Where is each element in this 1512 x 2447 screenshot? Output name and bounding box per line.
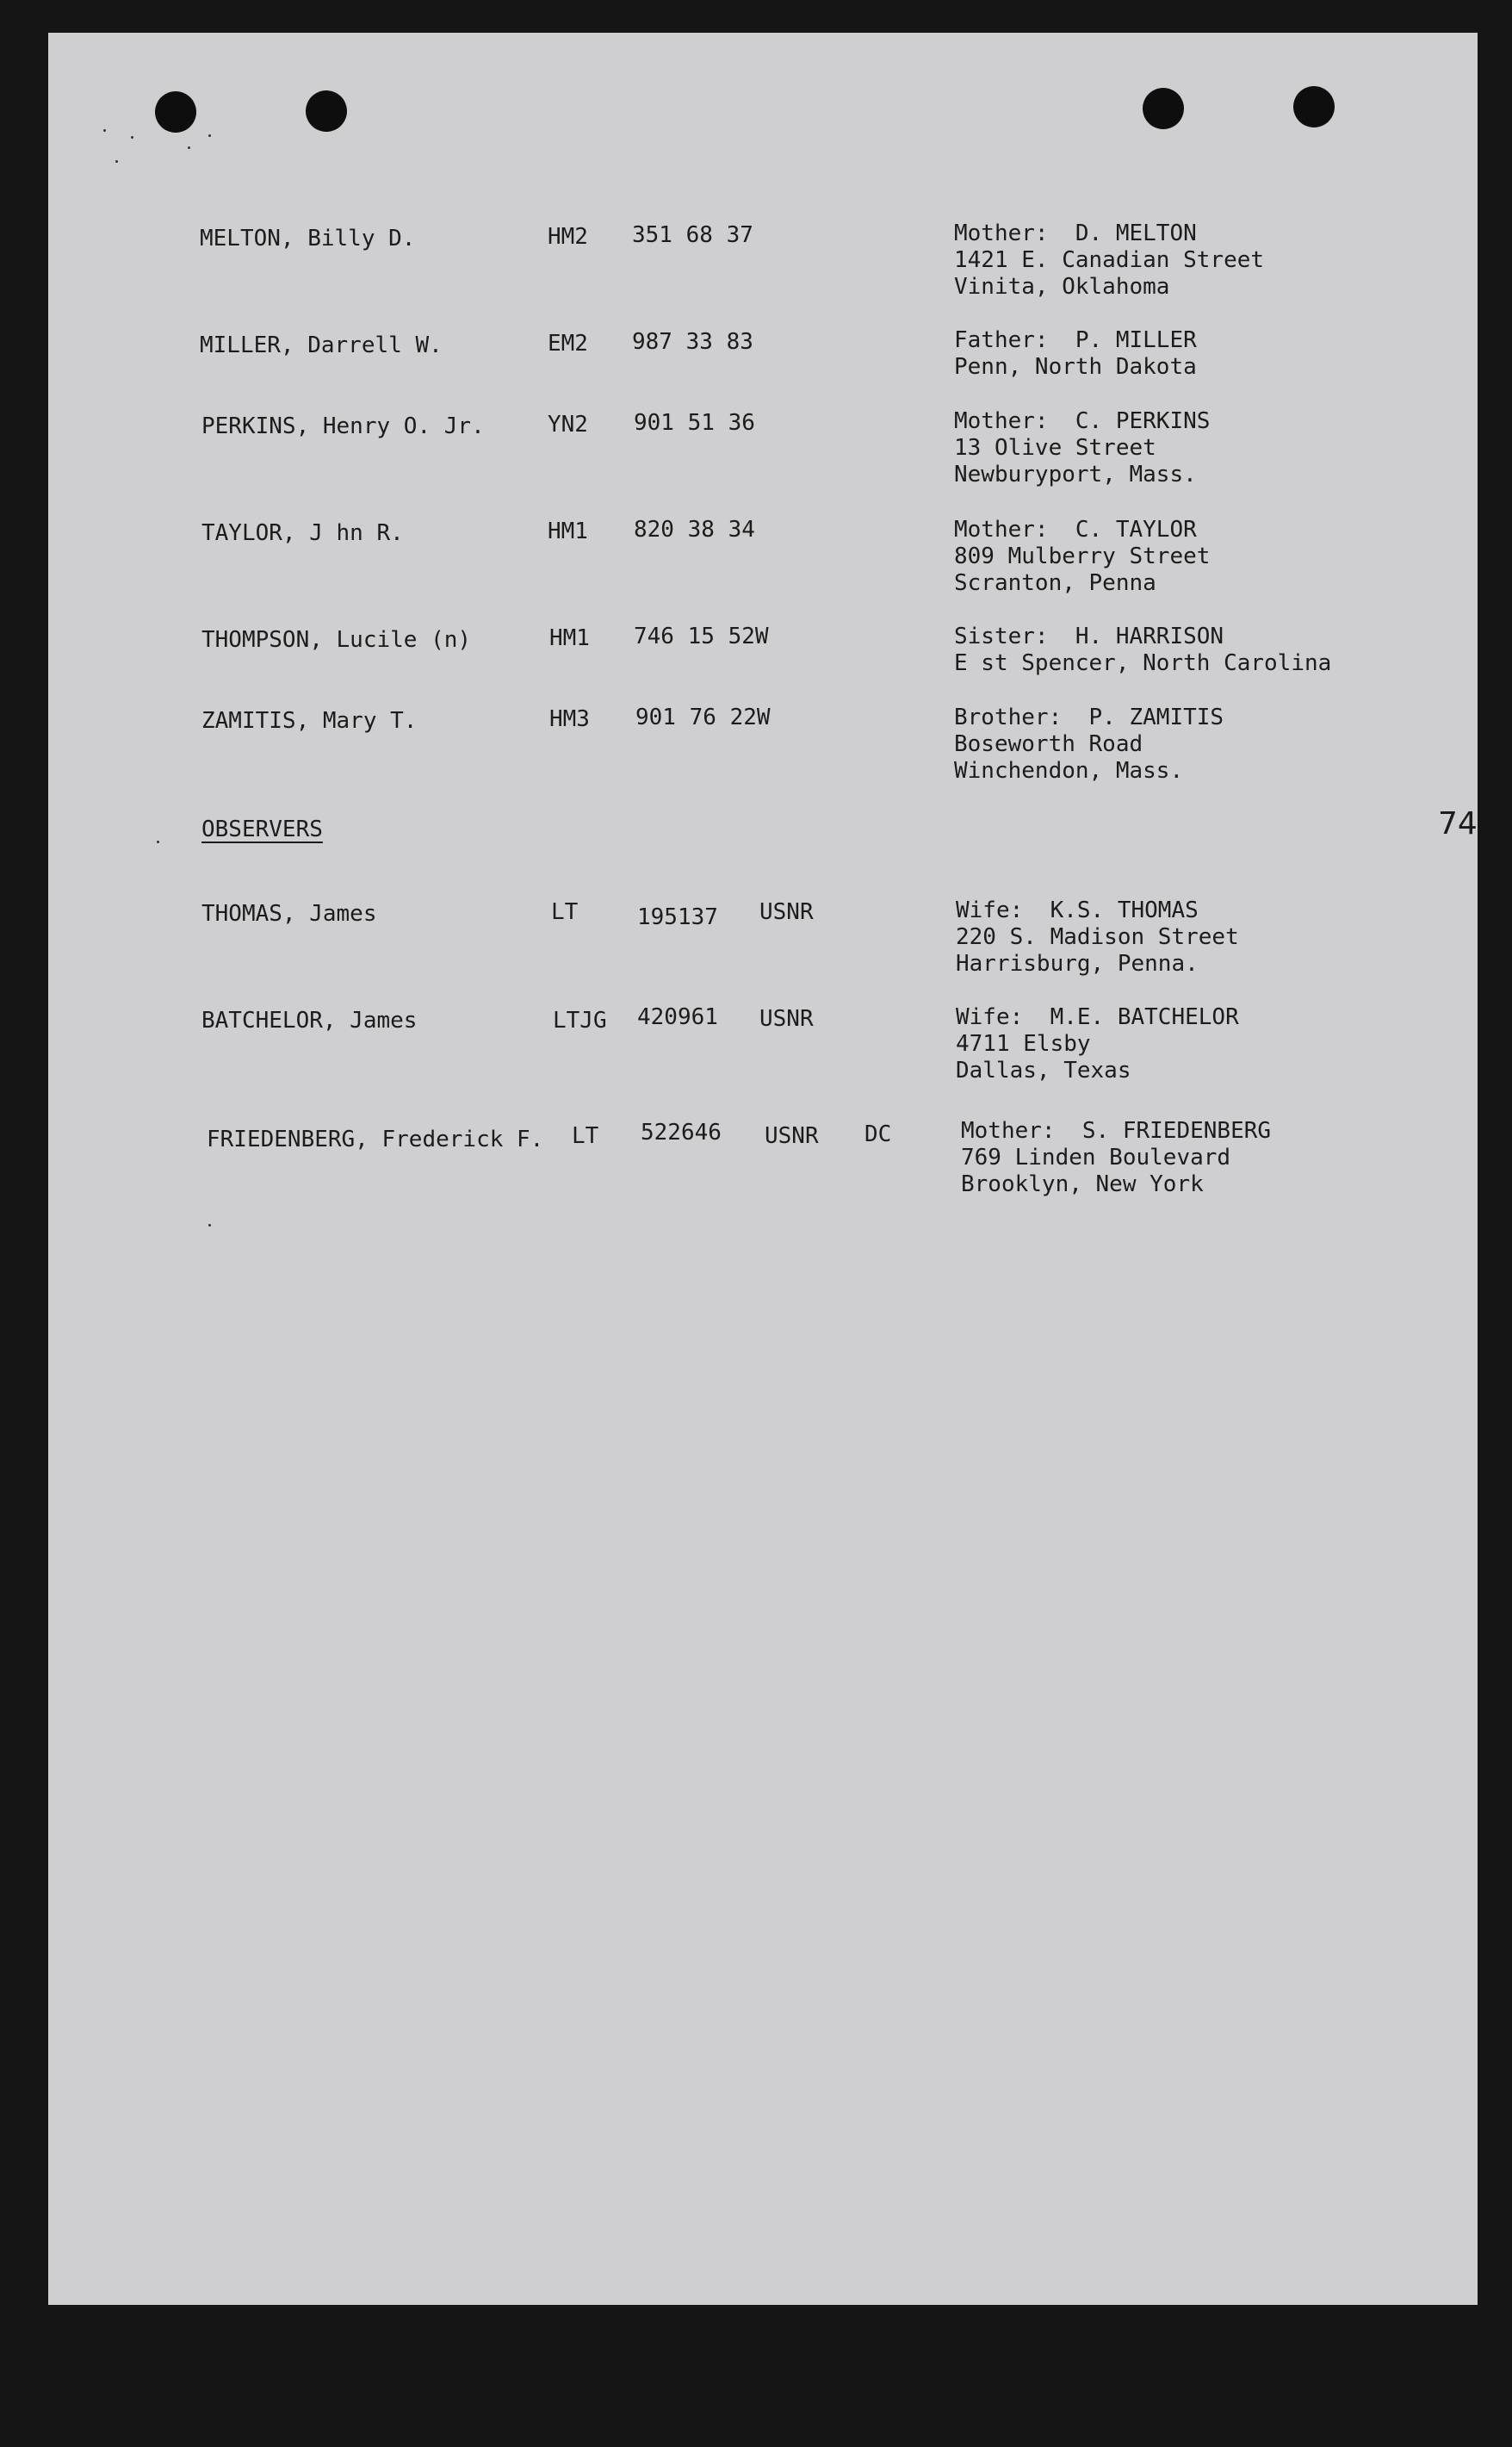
observer-name: THOMAS, James [201,901,377,927]
speck [188,146,190,149]
entry-rate: HM3 [549,706,590,732]
punch-hole-4 [1293,86,1335,127]
entry-name: MELTON, Billy D. [200,226,416,252]
observer-rate: LTJG [553,1008,607,1034]
observer-rate: LT [572,1123,599,1149]
entry-rate: YN2 [548,412,588,438]
speck [208,134,211,137]
observer-next-of-kin: Mother: S. FRIEDENBERG 769 Linden Boulevard Brooklyn, New York [961,1118,1272,1197]
entry-service-number: 901 76 22W [635,705,771,730]
observer-name: FRIEDENBERG, Frederick F. [207,1127,544,1152]
entry-service-number: 987 33 83 [632,329,753,355]
page-number: 74 [1438,806,1478,842]
punch-hole-2 [306,90,347,132]
observer-branch: USNR [765,1123,819,1149]
entry-next-of-kin: Sister: H. HARRISON E st Spencer, North Carolina [954,624,1332,676]
observer-branch: USNR [759,899,814,925]
punch-hole-1 [155,91,196,133]
entry-next-of-kin: Brother: P. ZAMITIS Boseworth Road Winchendon, Mass. [954,705,1224,784]
observer-branch: USNR [759,1006,814,1032]
speck [131,136,133,139]
punch-hole-3 [1143,88,1184,129]
entry-rate: HM1 [548,519,588,544]
speck [157,841,159,843]
entry-name: MILLER, Darrell W. [200,332,443,358]
observer-extra: DC [864,1121,892,1147]
entry-name: THOMPSON, Lucile (n) [201,627,472,653]
entry-rate: HM1 [549,625,590,651]
entry-service-number: 746 15 52W [634,624,769,649]
observer-next-of-kin: Wife: K.S. THOMAS 220 S. Madison Street Harrisburg, Penna. [956,897,1239,977]
entry-service-number: 901 51 36 [634,410,755,436]
entry-rate: EM2 [548,331,588,357]
document-page [48,33,1478,2305]
entry-next-of-kin: Mother: D. MELTON 1421 E. Canadian Street Vinita, Oklahoma [954,220,1265,300]
speck [115,160,118,163]
speck [208,1224,211,1227]
observer-service-number: 195137 [637,904,718,930]
entry-name: TAYLOR, J hn R. [201,520,404,546]
entry-next-of-kin: Mother: C. TAYLOR 809 Mulberry Street Scranton, Penna [954,517,1211,596]
observer-rate: LT [551,899,579,925]
entry-service-number: 351 68 37 [632,222,753,248]
entry-name: PERKINS, Henry O. Jr. [201,413,485,439]
entry-name: ZAMITIS, Mary T. [201,708,418,734]
observer-next-of-kin: Wife: M.E. BATCHELOR 4711 Elsby Dallas, Texas [956,1004,1239,1084]
speck [103,129,106,132]
entry-service-number: 820 38 34 [634,517,755,543]
entry-rate: HM2 [548,224,588,250]
observer-name: BATCHELOR, James [201,1008,418,1034]
entry-next-of-kin: Father: P. MILLER Penn, North Dakota [954,327,1197,380]
observer-service-number: 522646 [641,1120,722,1146]
observer-service-number: 420961 [637,1004,718,1030]
observers-heading: OBSERVERS [201,817,323,842]
entry-next-of-kin: Mother: C. PERKINS 13 Olive Street Newburyport, Mass. [954,408,1211,488]
